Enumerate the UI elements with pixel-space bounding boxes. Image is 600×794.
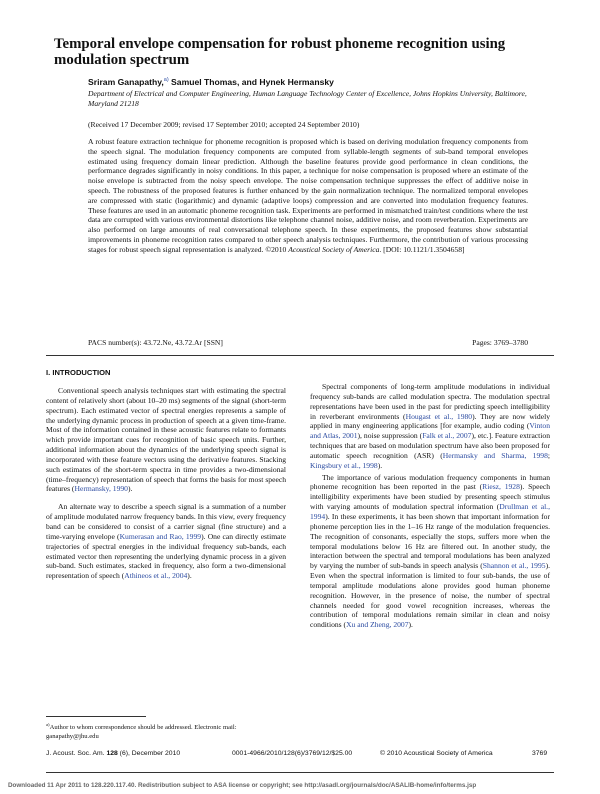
citation-link[interactable]: Kingsbury et al., 1998 bbox=[310, 460, 378, 470]
text-run: ). They are now widely applied in many engineering applications [for example, audio coding ( bbox=[310, 411, 550, 431]
abstract bbox=[88, 137, 528, 255]
footer-volume: 128 bbox=[106, 750, 118, 757]
footer-journal-name: J. Acoust. Soc. Am. bbox=[46, 750, 107, 757]
download-notice[interactable]: Downloaded 11 Apr 2011 to 128.220.117.40. Redistribution subject to ASA license or copyright; see http://asadl.org/journals/doc/ASALIB-home/info/terms.jsp bbox=[8, 782, 477, 789]
citation-link[interactable]: Kumerasan and Rao, 1999 bbox=[119, 531, 202, 541]
intro-paragraph-3 bbox=[310, 382, 550, 471]
affiliation: Department of Electrical and Computer Engineering, Human Language Technology Center of Excellence, Johns Hopkins University, Baltimore, Maryland 21218 bbox=[88, 89, 527, 108]
footnote-text: Author to whom correspondence should be addressed. Electronic mail: ganapathy@jhu.edu bbox=[46, 724, 237, 740]
citation-link[interactable]: Hermansky, 1990 bbox=[74, 484, 128, 494]
pages-range: Pages: 3769–3780 bbox=[472, 338, 528, 347]
footnote bbox=[46, 721, 286, 741]
footer-issue: (6), December 2010 bbox=[117, 750, 181, 757]
citation-link[interactable]: Hougast et al., 1980 bbox=[405, 411, 473, 421]
intro-paragraph-2 bbox=[46, 502, 286, 581]
text-run: The importance of various modulation frequency components in human phoneme recognition has been reported in the past ( bbox=[310, 472, 550, 492]
citation-link[interactable]: Shannon et al., 1995 bbox=[482, 561, 546, 571]
citation-link[interactable]: Athineos et al., 2004 bbox=[124, 571, 188, 581]
text-run: An alternate way to describe a speech signal is a summation of a number of amplitude modulated narrow frequency bands. In this view, every frequency band can be considered to consist of a carrier signal (fine structure) and a time-varying envelope ( bbox=[46, 502, 286, 541]
text-run: ). Even when the spectral information is limited to four sub-bands, the use of temporal amplitude modulations alone provides good human phoneme recognition. However, in the presence of noise, the number of spectral channels needed for good vowel recognition increases, whereas the contribution of temporal modulations remain similar in clean and noisy conditions ( bbox=[310, 561, 550, 630]
footer-journal bbox=[46, 750, 180, 757]
author-footnote-mark[interactable]: a) bbox=[163, 77, 169, 84]
text-run: ). In these experiments, it has been shown that important information for phoneme perception lies in the 1–16 Hz range of the modulation frequencies. The recognition of consonants, especially the stops, suffers more when the temporal modulations below 16 Hz are filtered out. In another study, the interaction between the spectral and temporal modulations has been analyzed by varying the number of sub-bands in speech analysis ( bbox=[310, 511, 550, 571]
text-run: ). bbox=[377, 460, 383, 470]
citation-link[interactable]: Hermansky and Sharma, 1998 bbox=[442, 450, 548, 460]
right-column bbox=[310, 382, 550, 630]
text-run: ; bbox=[547, 450, 550, 460]
text-run: Conventional speech analysis techniques start with estimating the spectral content of relatively short (about 10–20 ms) segments of the signal (short-term spectrum). Each estimated vector of spectral energies represents a sample of the underlying dynamic process in production of speech at a given time-frame. Most of the information contained in these acoustic features relate to formants which provide important cues for recognition of basic speech units. Further, additional information about the dynamics of the underlying speech signal is incorporated with these feature vectors using the derivative features. Stacking such estimates of the short-term spectra in time provides a two-dimensional (time–frequency) representation of speech that forms the basis for most speech features ( bbox=[46, 386, 286, 494]
footer-copyright: © 2010 Acoustical Society of America bbox=[380, 750, 493, 757]
footnote-divider bbox=[46, 716, 146, 717]
author-names-rest: Samuel Thomas, and Hynek Hermansky bbox=[168, 77, 334, 87]
text-run: ). bbox=[408, 620, 413, 630]
footnote-mark: a) bbox=[46, 722, 50, 727]
text-run: ), etc.]. Feature extraction techniques that are based on modulation spectrum have also been proposed for automatic speech recognition (ASR) ( bbox=[310, 431, 550, 460]
intro-paragraph-4 bbox=[310, 473, 550, 631]
citation-link[interactable]: Riesz, 1928 bbox=[482, 482, 520, 492]
text-run: ). bbox=[187, 571, 192, 581]
citation-link[interactable]: Vinton and Atlas, 2001 bbox=[310, 421, 550, 441]
received-dates: (Received 17 December 2009; revised 17 September 2010; accepted 24 September 2010) bbox=[88, 120, 360, 129]
text-run: Spectral components of long-term amplitude modulations in individual frequency sub-bands are called modulation spectra. The modulation spectral representations have been used in the past for predicting speech intelligibility in reverberant environments ( bbox=[310, 382, 550, 421]
section-heading: I. INTRODUCTION bbox=[46, 368, 111, 377]
text-run: ). Speech intelligibility experiments have been studied by presenting speech stimulus with varying amounts of modulation spectral information ( bbox=[310, 482, 551, 512]
citation-link[interactable]: Xu and Zheng, 2007 bbox=[346, 620, 409, 630]
author-list bbox=[88, 77, 334, 87]
left-column bbox=[46, 380, 286, 581]
footer-code: 0001-4966/2010/128(6)/3769/12/$25.00 bbox=[232, 750, 353, 757]
abstract-journal: Acoustical Society of America bbox=[288, 244, 380, 254]
author-names-first: Sriram Ganapathy, bbox=[88, 77, 164, 87]
footer-divider bbox=[46, 772, 554, 773]
citation-link[interactable]: Drullman et al., 1994 bbox=[310, 502, 550, 521]
text-run: ). One can directly estimate trajectories of spectral energies in the individual frequency sub-bands, each estimated vector then representing the underlying dynamic process in a given sub-band. Such estimates, stacked in frequency, also form a two-dimensional representation of speech ( bbox=[46, 531, 286, 581]
paper-title: Temporal envelope compensation for robust phoneme recognition using modulation spectrum bbox=[54, 36, 506, 68]
text-run: ), noise suppression ( bbox=[357, 431, 423, 441]
abstract-body: A robust feature extraction technique for phoneme recognition is proposed which is based on deriving modulation frequency components from the speech signal. The modulation frequency components are computed from syllable-length segments of sub-band temporal envelopes estimated using frequency domain linear prediction. Although the baseline features provide good performance in clean conditions, the performance degrades significantly in noisy conditions. In this paper, a technique for noise compensation is proposed where an estimate of the noise envelope is subtracted from the noisy speech envelope. The noise compensation technique suppresses the effect of additive noise in speech. The robustness of the proposed features is further enhanced by the gain normalization technique. The normalized temporal envelopes are compressed with static (logarithmic) and dynamic (adaptive loops) compression and are converted into modulation frequency features. These features are used in an automatic phoneme recognition task. Experiments are performed in mismatched train/test conditions where the test data are corrupted with various environmental distortions like telephone channel noise, additive noise, and room reverberation. Experiments are also performed on large amounts of real conversational telephone speech. In these experiments, the proposed features show substantial improvements in phoneme recognition rates compared to other speech analysis techniques. Furthermore, the contribution of various processing stages for robust speech signal representation is analyzed. ©2010 bbox=[88, 137, 528, 254]
abstract-doi[interactable]: . [DOI: 10.1121/1.3504658] bbox=[379, 244, 465, 254]
text-run: ). bbox=[127, 484, 133, 494]
citation-link[interactable]: Falk et al., 2007 bbox=[422, 431, 472, 441]
section-divider bbox=[46, 355, 554, 356]
intro-paragraph-1 bbox=[46, 386, 286, 494]
pacs-numbers: PACS number(s): 43.72.Ne, 43.72.Ar [SSN] bbox=[88, 338, 223, 347]
page-number: 3769 bbox=[532, 750, 548, 757]
